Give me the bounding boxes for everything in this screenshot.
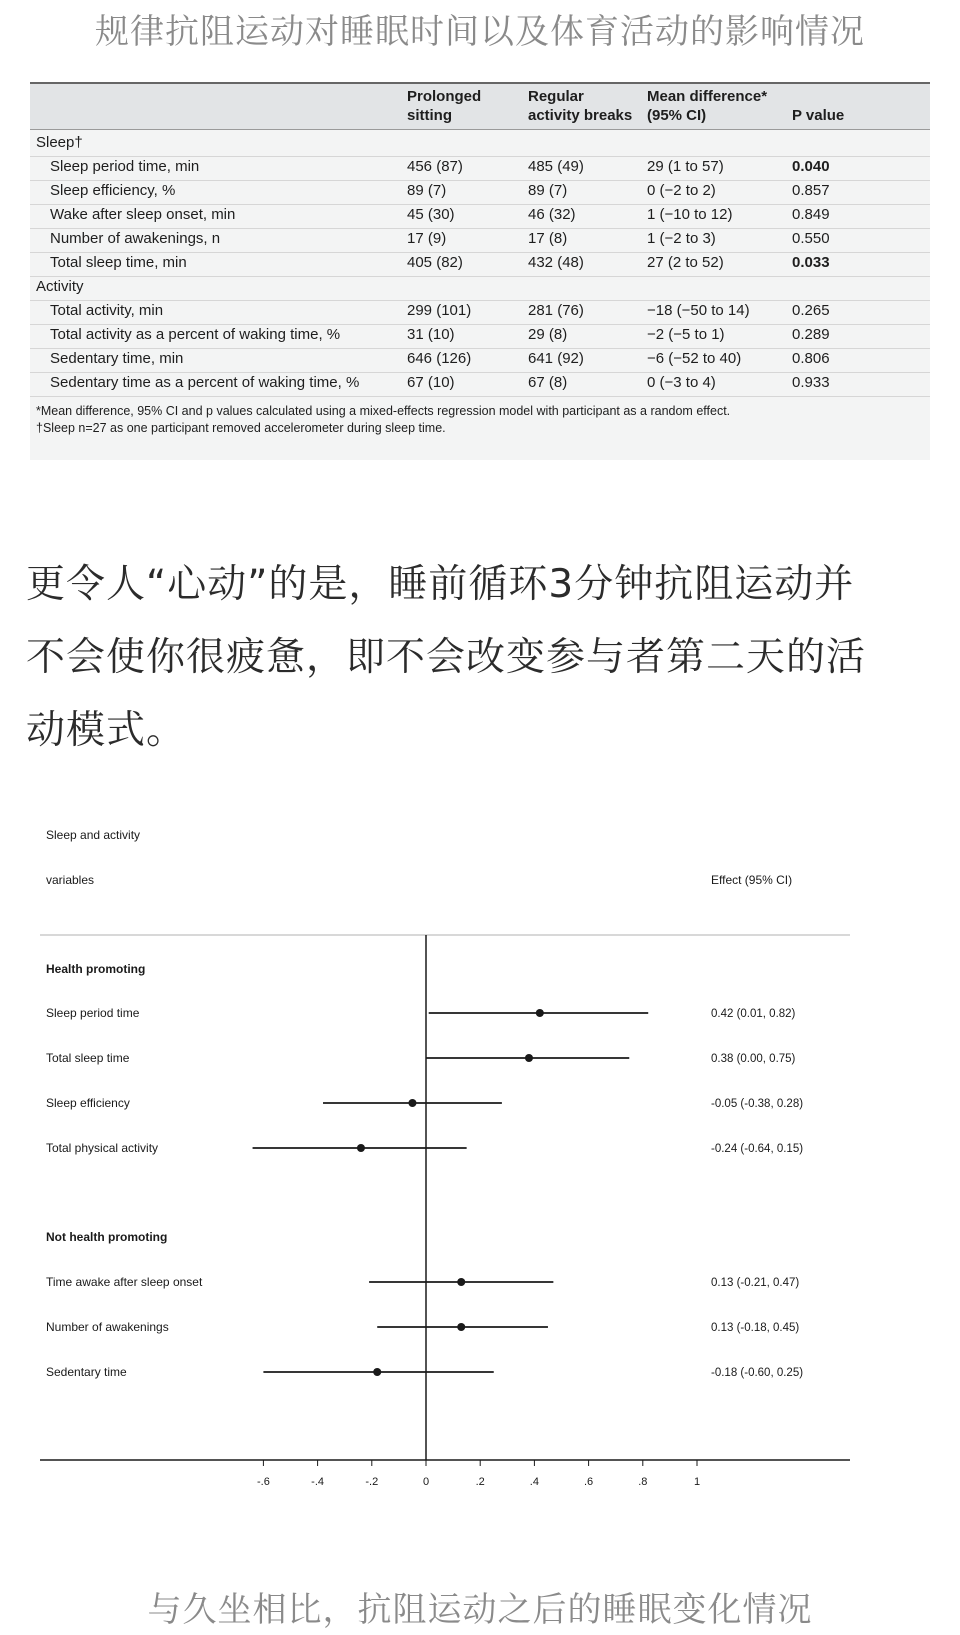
table-row [30,179,930,205]
x-tick-label: .4 [529,1476,539,1488]
cell-label: Total activity as a percent of waking time, % [50,326,341,343]
cell-label: Wake after sleep onset, min [50,206,236,223]
effect-value-label: -0.18 (-0.60, 0.25) [711,1367,804,1379]
header-regular-activity-breaks: Regular activity breaks [528,88,633,124]
cell-breaks: 89 (7) [528,182,568,199]
cell-diff: −6 (−52 to 40) [647,350,742,367]
cell-p: 0.857 [792,182,830,199]
cell-label: Sleep period time, min [50,158,200,175]
section-row [30,275,930,301]
cell-diff: 0 (−3 to 4) [647,374,716,391]
cell-p: 0.933 [792,374,830,391]
cell-diff: −2 (−5 to 1) [647,326,725,343]
cell-breaks: 485 (49) [528,158,584,175]
table-row [30,299,930,325]
variable-label: Total physical activity [46,1141,159,1155]
cell-label: Sleep efficiency, % [50,182,176,199]
cell-sitting: 456 (87) [407,158,463,175]
plot-header-left: variables [46,873,95,887]
cell-breaks: 17 (8) [528,230,568,247]
cell-sitting: 299 (101) [407,302,472,319]
cell-p: 0.289 [792,326,830,343]
effect-point [457,1278,465,1286]
effect-point [408,1099,416,1107]
table-row [30,251,930,277]
variable-label: Total sleep time [46,1051,130,1065]
x-tick-label: -.6 [256,1476,270,1488]
variable-label: Number of awakenings [46,1320,169,1334]
paragraph-line: 动模式。 [26,708,187,753]
effect-point [525,1054,533,1062]
x-tick-label: -.4 [311,1476,325,1488]
effect-point [357,1144,365,1152]
table-row [30,155,930,181]
cell-sitting: 45 (30) [407,206,455,223]
variable-label: Sleep efficiency [46,1096,130,1110]
effect-value-label: -0.24 (-0.64, 0.15) [711,1143,804,1155]
cell-breaks: 67 (8) [528,374,568,391]
cell-breaks: 29 (8) [528,326,568,343]
section-row [30,131,930,157]
table-row [30,203,930,229]
table-header [30,84,930,130]
table-row [30,323,930,349]
cell-label: Sedentary time as a percent of waking time, % [50,374,360,391]
header-mean-difference: Mean difference* (95% CI) [647,88,768,124]
cell-sitting: 17 (9) [407,230,447,247]
cell-sitting: 89 (7) [407,182,447,199]
footnote-mean-difference: *Mean difference, 95% CI and p values calculated using a mixed-effects regression model with participant as a random effect. [36,404,731,418]
variable-label: Sleep period time [46,1006,140,1020]
cell-p: 0.806 [792,350,830,367]
cell-diff: 1 (−10 to 12) [647,206,733,223]
cell-label: Number of awakenings, n [50,230,221,247]
group-title: Health promoting [46,962,146,976]
group-title: Not health promoting [46,1230,168,1244]
plot-header-left: Sleep and activity [46,828,141,842]
paragraph-line: 更令人“心动”的是，睡前循环3分钟抗阻运动并 [26,562,855,607]
effect-value-label: 0.38 (0.00, 0.75) [711,1053,796,1065]
cell-p: 0.849 [792,206,830,223]
cell-diff: −18 (−50 to 14) [647,302,750,319]
cell-sitting: 405 (82) [407,254,463,271]
cell-p: 0.040 [792,158,830,175]
effect-point [536,1009,544,1017]
section-title: Activity [36,278,84,295]
effect-point [457,1323,465,1331]
header-p-value: P value [792,107,845,124]
cell-breaks: 641 (92) [528,350,584,367]
variable-label: Sedentary time [46,1365,127,1379]
effect-value-label: -0.05 (-0.38, 0.28) [711,1098,804,1110]
cell-sitting: 646 (126) [407,350,472,367]
plot-header-right: Effect (95% CI) [711,873,793,887]
cell-breaks: 46 (32) [528,206,576,223]
body-paragraph [26,548,936,767]
cell-label: Total activity, min [50,302,164,319]
effect-value-label: 0.13 (-0.18, 0.45) [711,1322,800,1334]
cell-breaks: 432 (48) [528,254,584,271]
section-title: Sleep† [36,134,83,151]
bottom-caption: 与久坐相比，抗阻运动之后的睡眠变化情况 [147,1590,813,1630]
effect-point [373,1368,381,1376]
cell-diff: 29 (1 to 57) [647,158,724,175]
x-tick-label: -.2 [365,1476,379,1488]
cell-diff: 27 (2 to 52) [647,254,724,271]
cell-sitting: 31 (10) [407,326,455,343]
table-row [30,347,930,373]
table-row [30,227,930,253]
cell-p: 0.265 [792,302,830,319]
cell-p: 0.550 [792,230,830,247]
variable-label: Time awake after sleep onset [46,1275,203,1289]
forest-plot [0,820,960,1550]
x-tick-label: .2 [475,1476,485,1488]
x-tick-label: 1 [693,1476,701,1488]
paragraph-line: 不会使你很疲惫，即不会改变参与者第二天的活 [26,635,867,680]
cell-diff: 1 (−2 to 3) [647,230,716,247]
results-table [30,82,930,460]
footnote-sleep-n: †Sleep n=27 as one participant removed accelerometer during sleep time. [36,421,446,435]
cell-label: Total sleep time, min [50,254,187,271]
header-prolonged-sitting: Prolonged sitting [407,88,482,124]
x-tick-label: .8 [638,1476,648,1488]
cell-label: Sedentary time, min [50,350,184,367]
cell-breaks: 281 (76) [528,302,584,319]
effect-value-label: 0.13 (-0.21, 0.47) [711,1277,800,1289]
top-caption: 规律抗阻运动对睡眠时间以及体育活动的影响情况 [95,12,865,52]
cell-diff: 0 (−2 to 2) [647,182,716,199]
x-tick-label: .6 [584,1476,594,1488]
cell-p: 0.033 [792,254,830,271]
table-row [30,371,930,397]
cell-sitting: 67 (10) [407,374,455,391]
effect-value-label: 0.42 (0.01, 0.82) [711,1008,796,1020]
x-tick-label: 0 [422,1476,430,1488]
